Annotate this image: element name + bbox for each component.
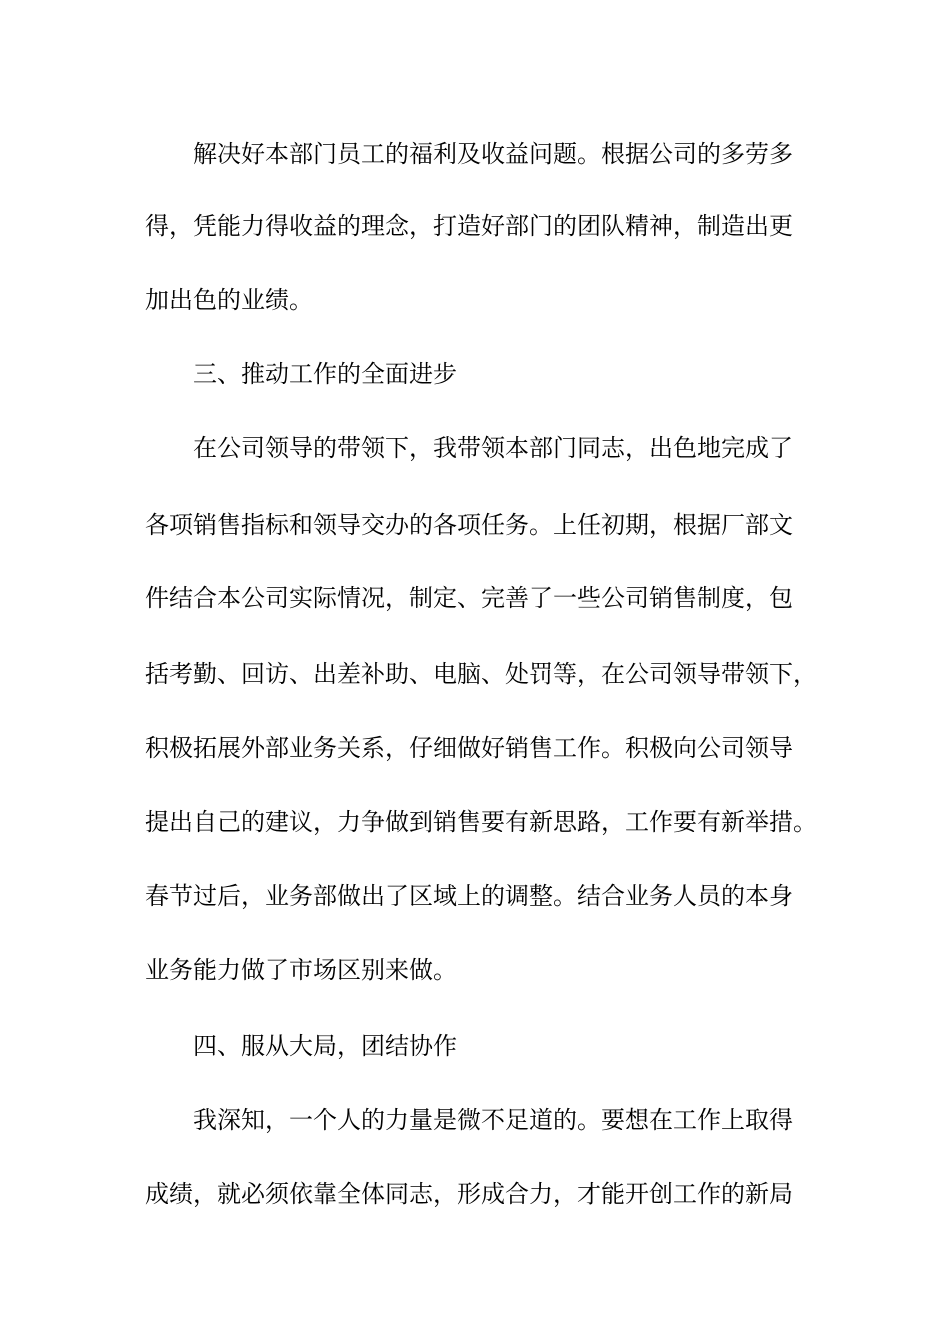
paragraph-line: 件结合本公司实际情况，制定、完善了一些公司销售制度，包 (145, 584, 793, 612)
paragraph-line: 括考勤、回访、出差补助、电脑、处罚等，在公司领导带领下， (145, 660, 817, 688)
paragraph-line: 业务能力做了市场区别来做。 (145, 956, 457, 984)
paragraph-line: 解决好本部门员工的福利及收益问题。根据公司的多劳多 (193, 140, 793, 168)
paragraph-line: 提出自己的建议，力争做到销售要有新思路，工作要有新举措。 (145, 808, 817, 836)
section-heading: 三、推动工作的全面进步 (193, 360, 457, 388)
section-heading: 四、服从大局，团结协作 (193, 1032, 457, 1060)
paragraph-line: 在公司领导的带领下，我带领本部门同志，出色地完成了 (193, 434, 793, 462)
paragraph-line: 积极拓展外部业务关系，仔细做好销售工作。积极向公司领导 (145, 734, 793, 762)
paragraph-line: 我深知，一个人的力量是微不足道的。要想在工作上取得 (193, 1106, 793, 1134)
paragraph-line: 加出色的业绩。 (145, 286, 313, 314)
paragraph-line: 得，凭能力得收益的理念，打造好部门的团队精神，制造出更 (145, 212, 793, 240)
paragraph-line: 春节过后，业务部做出了区域上的调整。结合业务人员的本身 (145, 882, 793, 910)
paragraph-line: 各项销售指标和领导交办的各项任务。上任初期，根据厂部文 (145, 511, 793, 539)
paragraph-line: 成绩，就必须依靠全体同志，形成合力，才能开创工作的新局 (145, 1180, 793, 1208)
